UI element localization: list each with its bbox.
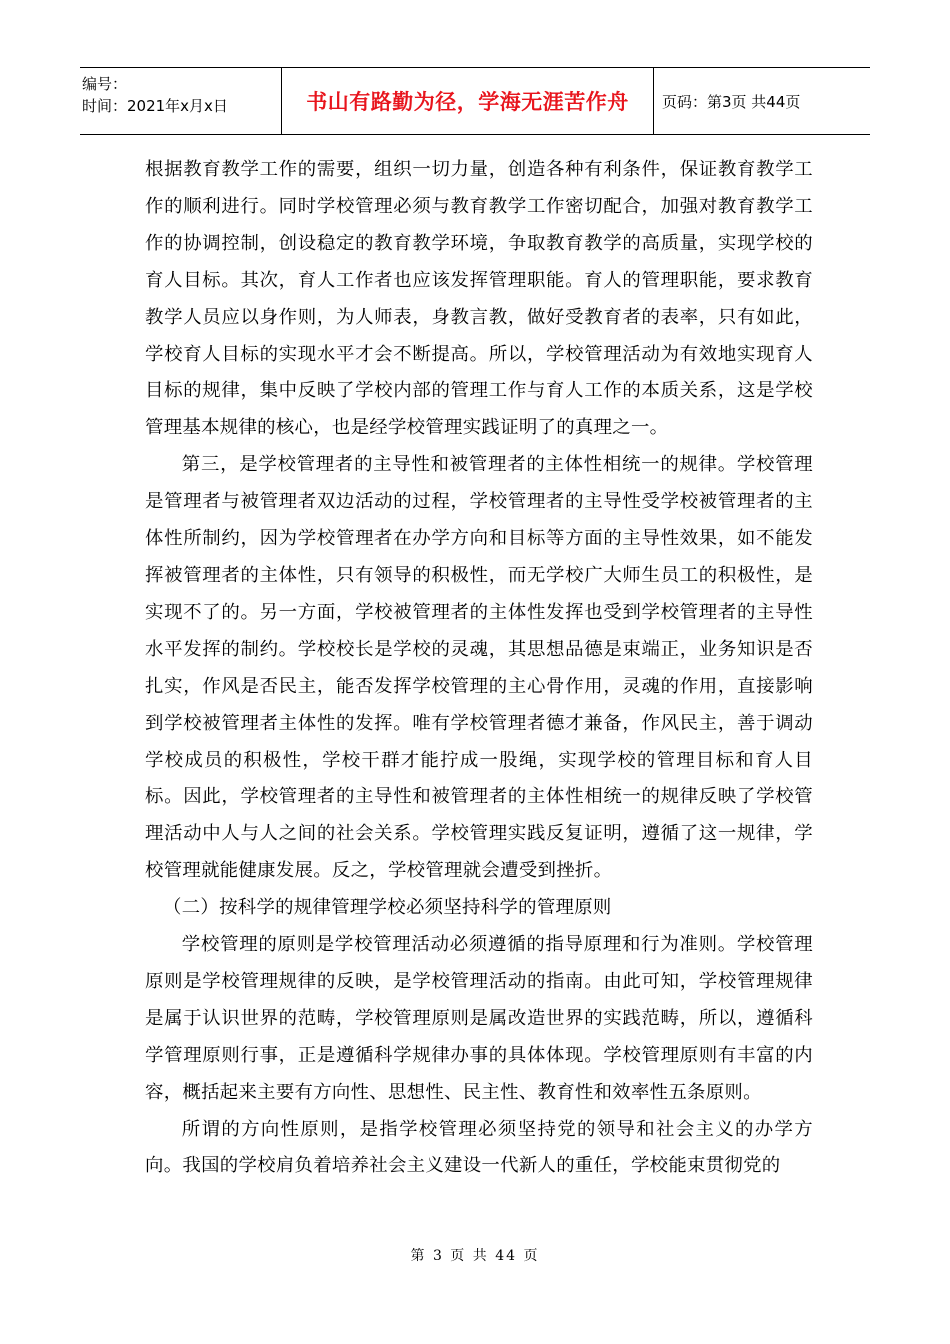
document-body bbox=[145, 152, 813, 1185]
paragraph-1: 根据教育教学工作的需要，组织一切力量，创造各种有利条件，保证教育教学工作的顺利进行。同时学校管理必须与教育教学工作密切配合，加强对教育教学工作的协调控制，创设稳定的教育教学环境，争取教育教学的高质量，实现学校的育人目标。其次，育人工作者也应该发挥管理职能。育人的管理职能，要求教育教学人员应以身作则，为人师表，身教言教，做好受教育者的表率，只有如此，学校育人目标的实现水平才会不断提高。所以，学校管理活动为有效地实现育人目标的规律，集中反映了学校内部的管理工作与育人工作的本质关系，这是学校管理基本规律的核心，也是经学校管理实践证明了的真理之一。 bbox=[145, 159, 813, 439]
paragraph-4: 所谓的方向性原则，是指学校管理必须坚持党的领导和社会主义的办学方向。我国的学校肩负着培养社会主义建设一代新人的重任，学校能束贯彻党的 bbox=[145, 1118, 813, 1177]
header-motto-cell bbox=[281, 68, 654, 134]
header-table bbox=[80, 67, 870, 135]
header-meta bbox=[80, 68, 281, 134]
section-heading: （二）按科学的规律管理学校必须坚持科学的管理原则 bbox=[163, 897, 612, 919]
paragraph-3: 学校管理的原则是学校管理活动必须遵循的指导原理和行为准则。学校管理原则是学校管理规律的反映，是学校管理活动的指南。由此可知，学校管理规律是属于认识世界的范畴，学校管理原则是属改造世界的实践范畴，所以，遵循科学管理原则行事，正是遵循科学规律办事的具体体现。学校管理原则有丰富的内容，概括起来主要有方向性、思想性、民主性、教育性和效率性五条原则。 bbox=[145, 934, 813, 1103]
paragraph-2: 第三，是学校管理者的主导性和被管理者的主体性相统一的规律。学校管理是管理者与被管理者双边活动的过程，学校管理者的主导性受学校被管理者的主体性所制约，因为学校管理者在办学方向和目标等方面的主导性效果，如不能发挥被管理者的主体性，只有领导的积极性，而无学校广大师生员工的积极性，是实现不了的。另一方面，学校被管理者的主体性发挥也受到学校管理者的主导性水平发挥的制约。学校校长是学校的灵魂，其思想品德是束端正，业务知识是否扎实，作风是否民主，能否发挥学校管理的主心骨作用，灵魂的作用，直接影响到学校被管理者主体性的发挥。唯有学校管理者德才兼备，作风民主，善于调动学校成员的积极性，学校干群才能拧成一股绳，实现学校的管理目标和育人目标。因此，学校管理者的主导性和被管理者的主体性相统一的规律反映了学校管理活动中人与人之间的社会关系。学校管理实践反复证明，遵循了这一规律，学校管理就能健康发展。反之，学校管理就会遭受到挫折。 bbox=[145, 454, 813, 882]
header-motto: 书山有路勤为径，学海无涯苦作舟 bbox=[306, 90, 629, 114]
document-time: 时间：2021年x月x日 bbox=[82, 97, 228, 115]
page-footer: 第 3 页 共 44 页 bbox=[410, 1248, 540, 1264]
document-number: 编号： bbox=[82, 75, 128, 93]
header-page-info: 页码：第3页 共44页 bbox=[662, 92, 801, 111]
